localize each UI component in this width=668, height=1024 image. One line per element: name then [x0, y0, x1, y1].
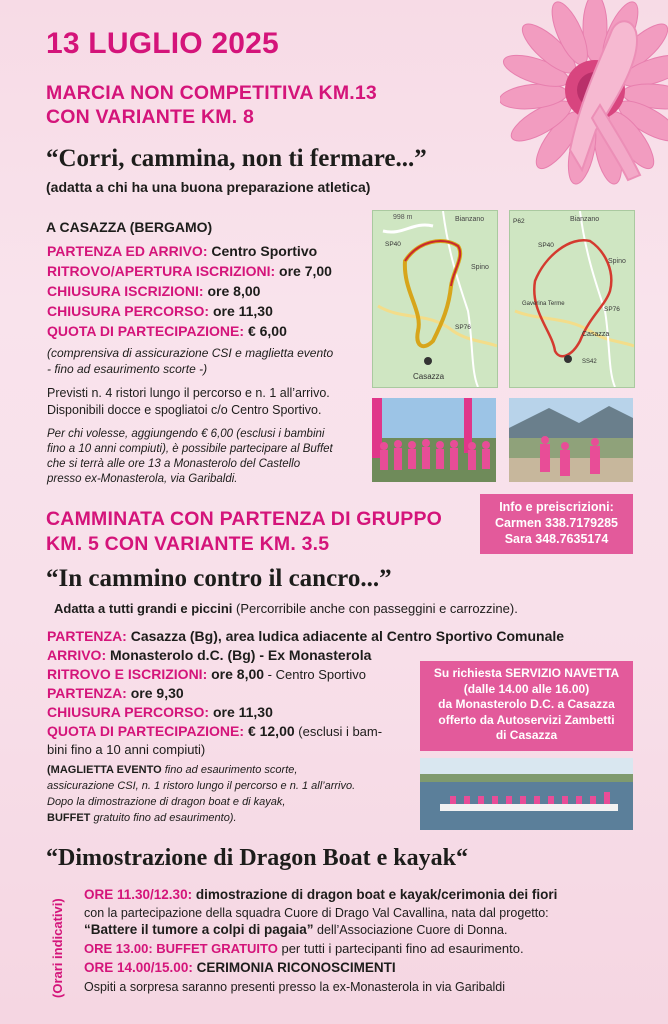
note-rest: fino ad esaurimento scorte, [161, 764, 298, 776]
shuttle-line3: da Monasterolo D.C. a Casazza [438, 697, 615, 711]
group-quota-rest2: bini fino a 10 anni compiuti) [47, 742, 206, 757]
group-slogan: “In cammino contro il cancro...” [46, 565, 392, 592]
row-value: Casazza (Bg), area ludica adiacente al Centro Sportivo Comunale [130, 628, 565, 644]
row-value: ore 7,00 [279, 263, 332, 279]
walk-buffet-line3: che si terrà alle ore 13 a Monasterolo del Castello [47, 458, 301, 470]
program-line4 [84, 941, 524, 956]
walk-row-quota [47, 323, 287, 339]
row-value: ore 11,30 [212, 303, 273, 319]
program-quote: “Battere il tumore a colpi di pagaia” [84, 922, 314, 937]
walk-row-ritrovo [47, 263, 332, 279]
row-label: CHIUSURA PERCORSO: [47, 704, 210, 720]
event-date: 13 LUGLIO 2025 [46, 27, 279, 60]
dragon-boat-photo [420, 758, 633, 830]
info-box [480, 494, 633, 554]
map-label: Gaverina Terme [522, 301, 565, 307]
row-rest: - Centro Sportivo [264, 667, 366, 682]
program-bold: CERIMONIA RICONOSCIMENTI [196, 960, 396, 975]
row-value: € 6,00 [247, 323, 287, 339]
info-box-title: Info e preiscrizioni: [499, 500, 614, 514]
map-label: Casazza [582, 331, 610, 338]
row-rest: (esclusi i bam- [294, 724, 383, 739]
map-label: SP40 [385, 241, 401, 248]
note-bold: (MAGLIETTA EVENTO [47, 764, 162, 776]
shuttle-line4: offerto da Autoservizi Zambetti [438, 712, 615, 727]
program-time: ORE 13.00: [84, 941, 153, 956]
shuttle-line5: di Casazza [495, 728, 558, 742]
lake-walkers-photo [509, 398, 633, 482]
info-box-line2: Sara 348.7635174 [504, 532, 609, 546]
group-row-partenza [47, 628, 564, 644]
map-label: Bianzano [570, 216, 600, 223]
walk-row-chiusura-iscrizioni [47, 283, 260, 299]
group-note-line3: Dopo la dimostrazione di dragon boat e di kayak, [47, 796, 286, 808]
row-label: ARRIVO: [47, 647, 107, 663]
map-label: Spino [471, 264, 489, 271]
map-label: SP76 [455, 324, 471, 331]
program-bold: BUFFET GRATUITO [156, 941, 278, 956]
group-note-line2: assicurazione CSI, n. 1 ristoro lungo il percorso e n. 1 all’arrivo. [47, 780, 356, 792]
group-subtitle-rest: (Percorribile anche con passeggini e carrozzine). [232, 601, 518, 616]
row-label: QUOTA DI PARTECIPAZIONE: [47, 323, 245, 339]
group-title-line2: KM. 5 CON VARIANTE KM. 3.5 [46, 533, 330, 555]
shuttle-box [420, 661, 633, 751]
row-label: RITROVO E ISCRIZIONI: [47, 666, 208, 682]
map-label: SP76 [604, 306, 620, 313]
group-row-quota [47, 723, 382, 739]
walkers-photo [372, 398, 496, 482]
walk-buffet-line4: presso ex-Monasterola, via Garibaldi. [47, 473, 238, 485]
group-row-arrivo [47, 647, 371, 663]
route-map-km13 [372, 210, 498, 388]
note-bold: BUFFET [47, 812, 91, 824]
row-label: RITROVO/APERTURA ISCRIZIONI: [47, 263, 276, 279]
walk-note-line1: (comprensiva di assicurazione CSI e maglietta evento [47, 346, 334, 360]
walk-buffet-line2: fino a 10 anni compiuti), è possibile partecipare al Buffet [47, 443, 333, 455]
shuttle-line1: Su richiesta SERVIZIO NAVETTA [433, 666, 620, 680]
group-note-line4 [47, 812, 237, 824]
walk-info-line2: Disponibili docce e spogliatoi c/o Centro Sportivo. [47, 403, 322, 417]
program-time: ORE 14.00/15.00: [84, 960, 193, 975]
group-row-partenza2 [47, 685, 184, 701]
pink-flower-ribbon-image [500, 0, 668, 190]
walk-info-line1: Previsti n. 4 ristori lungo il percorso e n. 1 all’arrivo. [47, 386, 330, 400]
row-label: CHIUSURA ISCRIZIONI: [47, 283, 204, 299]
program-text: dimostrazione di dragon boat e kayak/cerimonia dei fiori [195, 887, 558, 902]
group-subtitle-bold: Adatta a tutti grandi e piccini [54, 601, 233, 616]
map-label: Bianzano [455, 216, 485, 223]
program-line2: con la partecipazione della squadra Cuore di Drago Val Cavallina, nata dal progetto: [84, 906, 549, 920]
info-box-line1: Carmen 338.7179285 [494, 516, 618, 530]
row-value: Centro Sportivo [211, 243, 318, 259]
map-label: Spino [608, 258, 626, 265]
map-label: SS42 [582, 359, 597, 365]
walk-note-line2: - fino ad esaurimento scorte -) [47, 362, 208, 376]
walk-slogan: “Corri, cammina, non ti fermare...” [46, 145, 427, 172]
march-title-line1: MARCIA NON COMPETITIVA KM.13 [46, 82, 377, 104]
row-value: Monasterolo d.C. (Bg) - Ex Monasterola [110, 647, 372, 663]
map-label: Casazza [413, 372, 445, 381]
shuttle-line2: (dalle 14.00 alle 16.00) [463, 681, 590, 696]
row-label: CHIUSURA PERCORSO: [47, 303, 210, 319]
route-map-km8 [509, 210, 635, 388]
program-text: per tutti i partecipanti fino ad esaurimento. [277, 941, 524, 956]
program-line1 [84, 887, 557, 902]
row-value: ore 8,00 [211, 666, 265, 682]
program-line6: Ospiti a sorpresa saranno presenti presso la ex-Monasterola in via Garibaldi [84, 980, 506, 994]
program-line3 [84, 922, 507, 937]
walk-subtitle: (adatta a chi ha una buona preparazione atletica) [46, 179, 371, 195]
row-label: PARTENZA: [47, 685, 127, 701]
group-title-line1: CAMMINATA CON PARTENZA DI GRUPPO [46, 508, 443, 530]
program-text: dell’Associazione Cuore di Donna. [313, 923, 508, 937]
dragon-title: “Dimostrazione di Dragon Boat e kayak“ [46, 845, 468, 871]
row-label: PARTENZA ED ARRIVO: [47, 243, 208, 259]
program-line5 [84, 960, 396, 975]
row-value: ore 9,30 [130, 685, 184, 701]
row-label: PARTENZA: [47, 628, 127, 644]
map-label: P62 [513, 218, 525, 225]
group-note-line1 [47, 764, 297, 776]
program-time: ORE 11.30/12.30: [84, 887, 193, 902]
note-rest: gratuito fino ad esaurimento). [90, 812, 237, 824]
group-row-chiusura [47, 704, 273, 720]
group-row-ritrovo [47, 666, 366, 682]
walk-row-chiusura-percorso [47, 303, 273, 319]
row-value: € 12,00 [247, 723, 295, 739]
row-value: ore 8,00 [207, 283, 261, 299]
walk-buffet-line1: Per chi volesse, aggiungendo € 6,00 (esclusi i bambini [47, 428, 325, 440]
row-label: QUOTA DI PARTECIPAZIONE: [47, 723, 245, 739]
map-label: SP40 [538, 242, 554, 249]
orari-indicativi-label: (Orari indicativi) [50, 898, 65, 998]
walk-location: A CASAZZA (BERGAMO) [46, 219, 213, 235]
row-value: ore 11,30 [212, 704, 273, 720]
walk-row-partenza [47, 243, 317, 259]
march-title-line2: CON VARIANTE KM. 8 [46, 106, 254, 128]
group-subtitle [54, 601, 518, 616]
map-label: 998 m [393, 214, 413, 221]
